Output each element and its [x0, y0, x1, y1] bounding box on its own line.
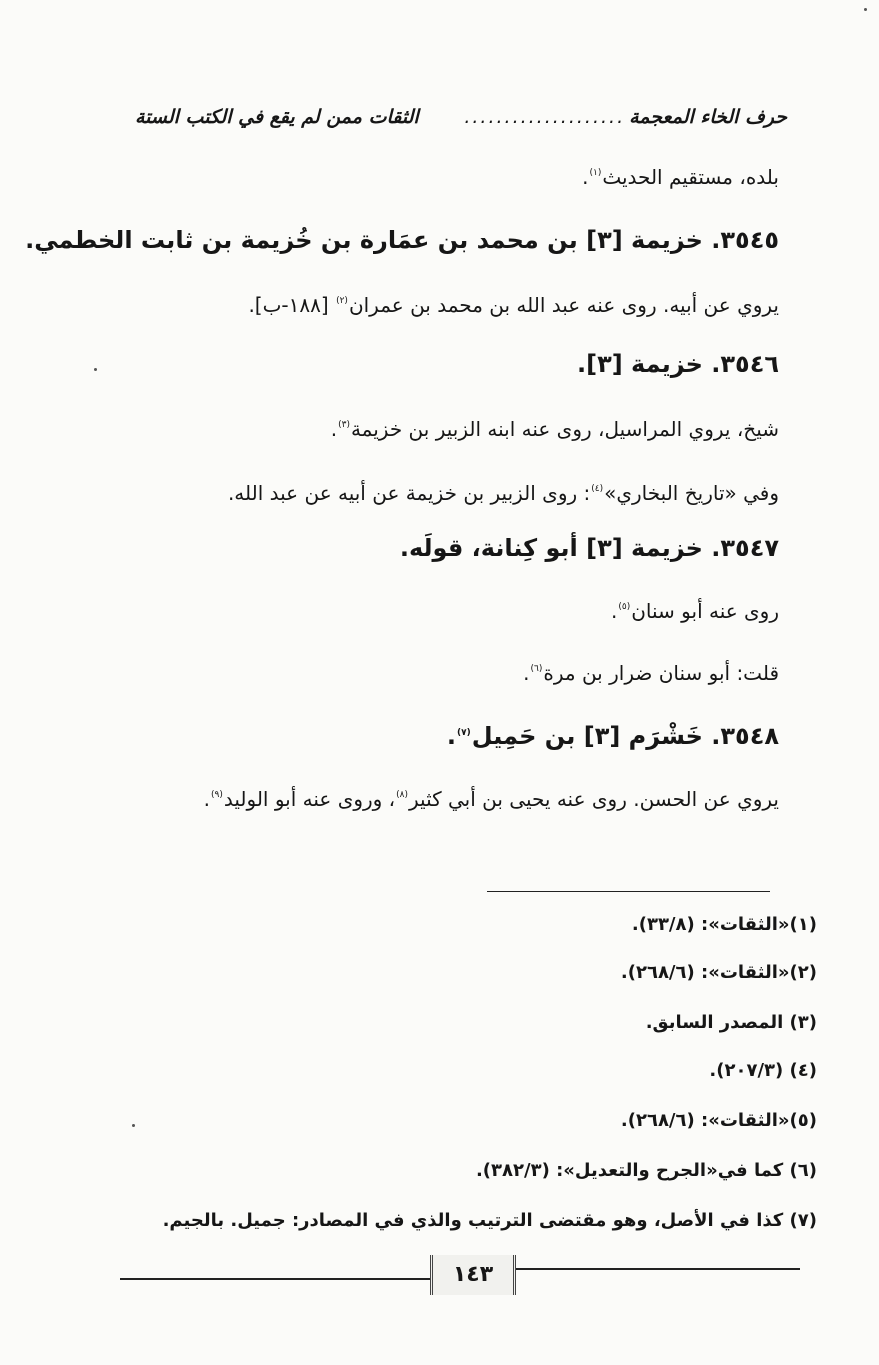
entry-3545-heading: ٣٥٤٥. خزيمة [٣] بن محمد بن عمَارة بن خُزيمة بن ثابت الخطمي. — [25, 226, 779, 254]
footnote: (١)«الثقات»: (٣٣/٨). — [631, 914, 817, 935]
footnote: (٤) (٢٠٧/٣). — [709, 1060, 817, 1081]
footnote-marker: (٢) — [336, 296, 348, 306]
footnote-marker: (٥) — [618, 602, 631, 612]
scan-speck — [94, 368, 97, 371]
entry-3546-heading: ٣٥٤٦. خزيمة [٣]. — [576, 350, 779, 378]
footnote-marker: (٦) — [530, 664, 543, 674]
entry-3546-text: شيخ، يروي المراسيل، روى عنه ابنه الزبير بن خزيمة$^{(٣)}$. — [330, 417, 779, 441]
footnote-marker: (٨) — [396, 790, 409, 800]
footnote-marker: (٤) — [591, 484, 604, 494]
scan-speck — [132, 1124, 135, 1127]
footnote: (٢)«الثقات»: (٢٦٨/٦). — [620, 962, 817, 983]
scan-speck — [864, 8, 867, 11]
entry-3547-text-2: قلت: أبو سنان ضرار بن مرة$^{(٦)}$. — [523, 661, 779, 685]
header-leader-dots: .................... — [464, 106, 626, 128]
entry-3546-text-2: وفي «تاريخ البخاري»$^{(٤)}$: روى الزبير بن خزيمة عن أبيه عن عبد الله. — [227, 481, 779, 505]
footnote-separator — [487, 891, 770, 892]
entry-3545-text: يروي عن أبيه. روى عنه عبد الله بن محمد بن عمران$^{(٢)}$ [١٨٨-ب]. — [248, 293, 779, 317]
footnote-marker: (٣) — [338, 420, 350, 430]
footer-rule — [508, 1268, 800, 1270]
page-number: ١٤٣ — [430, 1255, 516, 1295]
footnote-marker: (٧) — [457, 728, 471, 738]
continuation-line: بلده، مستقيم الحديث$^{(١)}$. — [582, 165, 779, 189]
footnote: (٦) كما في«الجرح والتعديل»: (٣٨٢/٣). — [475, 1160, 817, 1181]
footnote: (٧) كذا في الأصل، وهو مقتضى الترتيب والذي في المصادر: جميل. بالجيم. — [162, 1210, 817, 1231]
entry-3548-heading: ٣٥٤٨. خَشْرَم [٣] بن حَمِيل$^{(٧)}$. — [446, 722, 779, 750]
entry-3548-text: يروي عن الحسن. روى عنه يحيى بن أبي كثير$^{(٨)}$، وروى عنه أبو الوليد$^{(٩)}$. — [203, 787, 779, 811]
footnote-marker: (١) — [589, 168, 602, 178]
footnote: (٥)«الثقات»: (٢٦٨/٦). — [620, 1110, 817, 1131]
header-book-title: الثقات ممن لم يقع في الكتب الستة — [135, 106, 419, 128]
entry-3547-heading: ٣٥٤٧. خزيمة [٣] أبو كِنانة، قولَه. — [399, 534, 779, 562]
header-chapter-title: حرف الخاء المعجمة — [629, 106, 787, 128]
running-header — [135, 100, 787, 134]
entry-3547-text: روى عنه أبو سنان$^{(٥)}$. — [611, 599, 779, 623]
footnote: (٣) المصدر السابق. — [645, 1012, 817, 1033]
footnote-marker: (٩) — [210, 790, 223, 800]
footer-rule — [120, 1278, 434, 1280]
